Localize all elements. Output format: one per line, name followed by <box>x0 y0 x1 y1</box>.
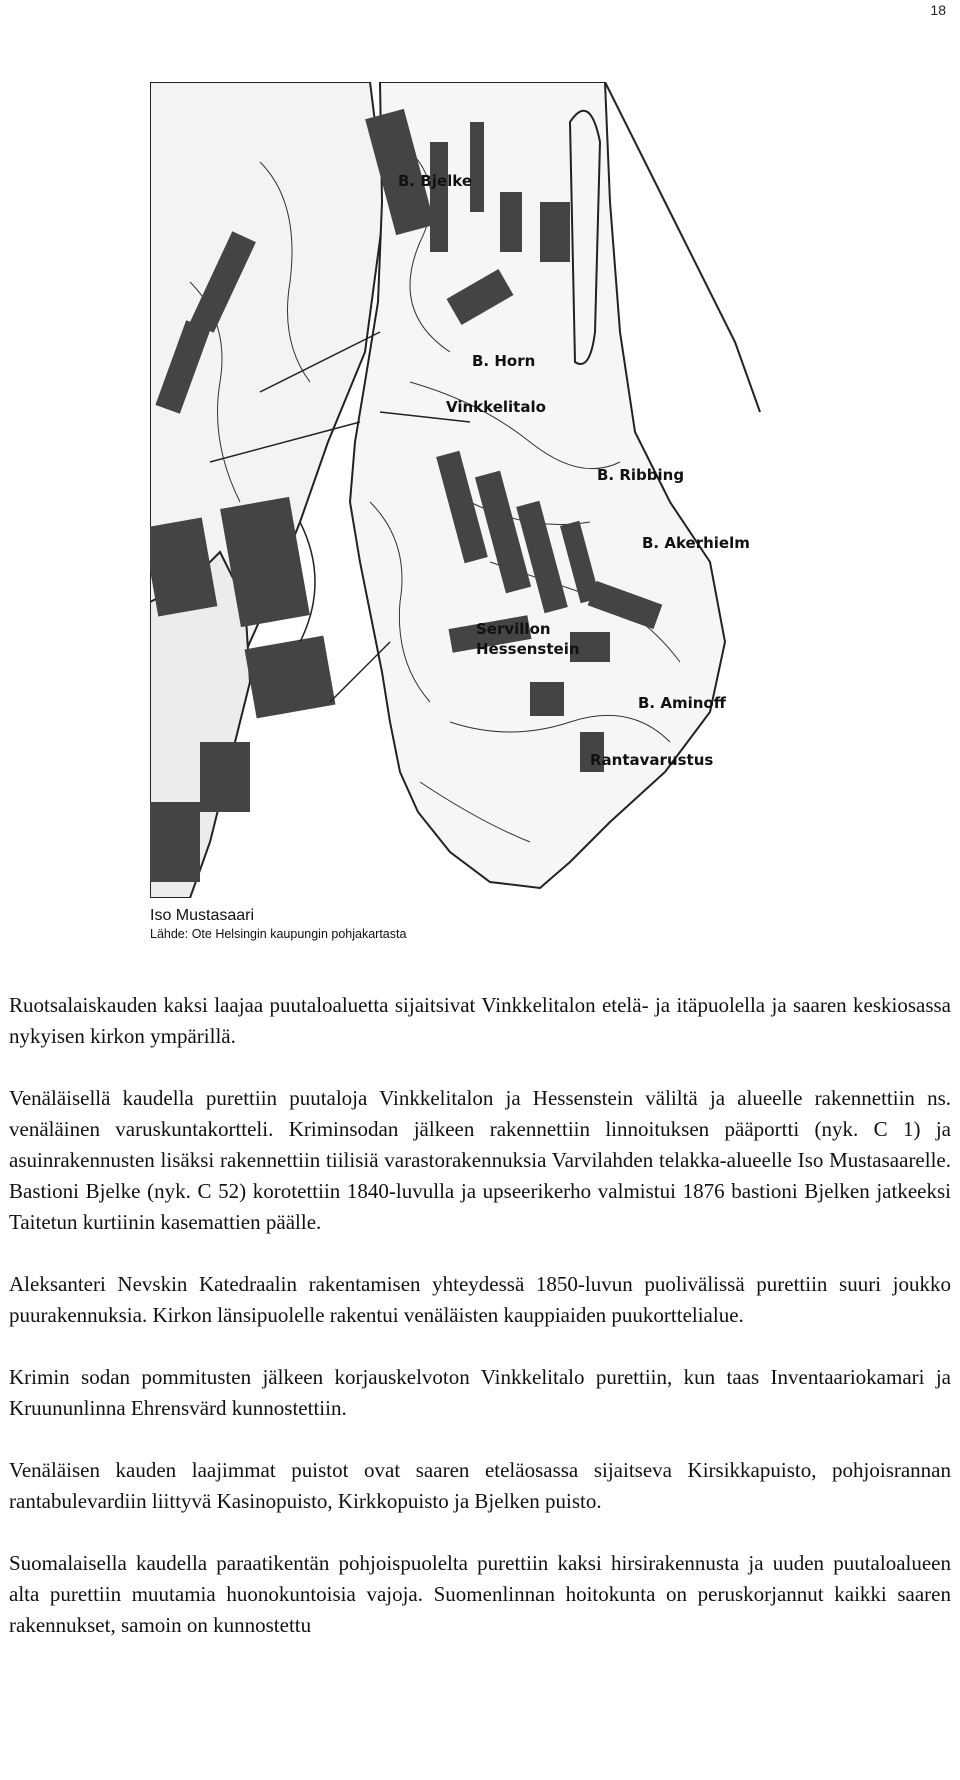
map-label-aminoff: B. Aminoff <box>638 694 726 712</box>
caption-title: Iso Mustasaari <box>150 907 255 924</box>
page-number: 18 <box>930 2 946 18</box>
paragraph: Venäläisellä kaudella purettiin puutaloja Vinkkelitalon ja Hessenstein väliltä ja alueelle rakennettiin ns. venäläinen varuskuntakortteli. Kriminsodan jälkeen rakennettiin linnoituksen pääportti (nyk. C 1) ja asuinrakennusten lisäksi rakennettiin tiilisiä varastorakennuksia Varvilahden telakka-alueelle Iso Mustasaarelle. Bastioni Bjelke (nyk. C 52) korotettiin 1840-luvulla ja upseerikerho valmistui 1876 bastioni Bjelken jatkeeksi Taitetun kurtiinin kasemattien päälle. <box>9 1086 951 1234</box>
figure-caption <box>150 906 406 942</box>
map-label-vinkkelitalo: Vinkkelitalo <box>446 398 546 416</box>
map-label-hessenstein: Hessenstein <box>476 640 580 658</box>
paragraph: Aleksanteri Nevskin Katedraalin rakentamisen yhteydessä 1850-luvun puolivälissä purettiin suuri joukko puurakennuksia. Kirkon länsipuolelle rakentui venäläisten kauppiaiden puukorttelialue. <box>9 1272 951 1327</box>
map-label-akerhielm: B. Akerhielm <box>642 534 750 552</box>
map-label-ribbing: B. Ribbing <box>597 466 685 484</box>
site-map <box>150 82 790 898</box>
body-text <box>9 990 951 1672</box>
paragraph: Venäläisen kauden laajimmat puistot ovat saaren eteläosassa sijaitseva Kirsikkapuisto, pohjoisrannan rantabulevardiin liittyvä Kasinopuisto, Kirkkopuisto ja Bjelken puisto. <box>9 1458 951 1513</box>
map-label-bjelke: B. Bjelke <box>398 172 472 190</box>
caption-source: Lähde: Ote Helsingin kaupungin pohjakartasta <box>150 927 407 941</box>
map-label-horn: B. Horn <box>472 352 536 370</box>
base-map-drawing <box>150 82 790 898</box>
map-label-servillon: Servillon <box>476 620 551 638</box>
pier-line <box>605 82 760 412</box>
paragraph: Krimin sodan pommitusten jälkeen korjauskelvoton Vinkkelitalo purettiin, kun taas Inventaariokamari ja Kruununlinna Ehrensvärd kunnostettiin. <box>9 1365 951 1420</box>
paragraph: Ruotsalaiskauden kaksi laajaa puutaloaluetta sijaitsivat Vinkkelitalon etelä- ja itäpuolella ja saaren keskiosassa nykyisen kirkon ympärillä. <box>9 993 951 1048</box>
paragraph: Suomalaisella kaudella paraatikentän pohjoispuolelta purettiin kaksi hirsirakennusta ja uuden puutaloalueen alta purettiin muutamia huonokuntoisia vajoja. Suomenlinnan hoitokunta on peruskorjannut kaikki saaren rakennukset, samoin on kunnostettu <box>9 1551 951 1637</box>
map-label-rantavarustus: Rantavarustus <box>590 751 714 769</box>
